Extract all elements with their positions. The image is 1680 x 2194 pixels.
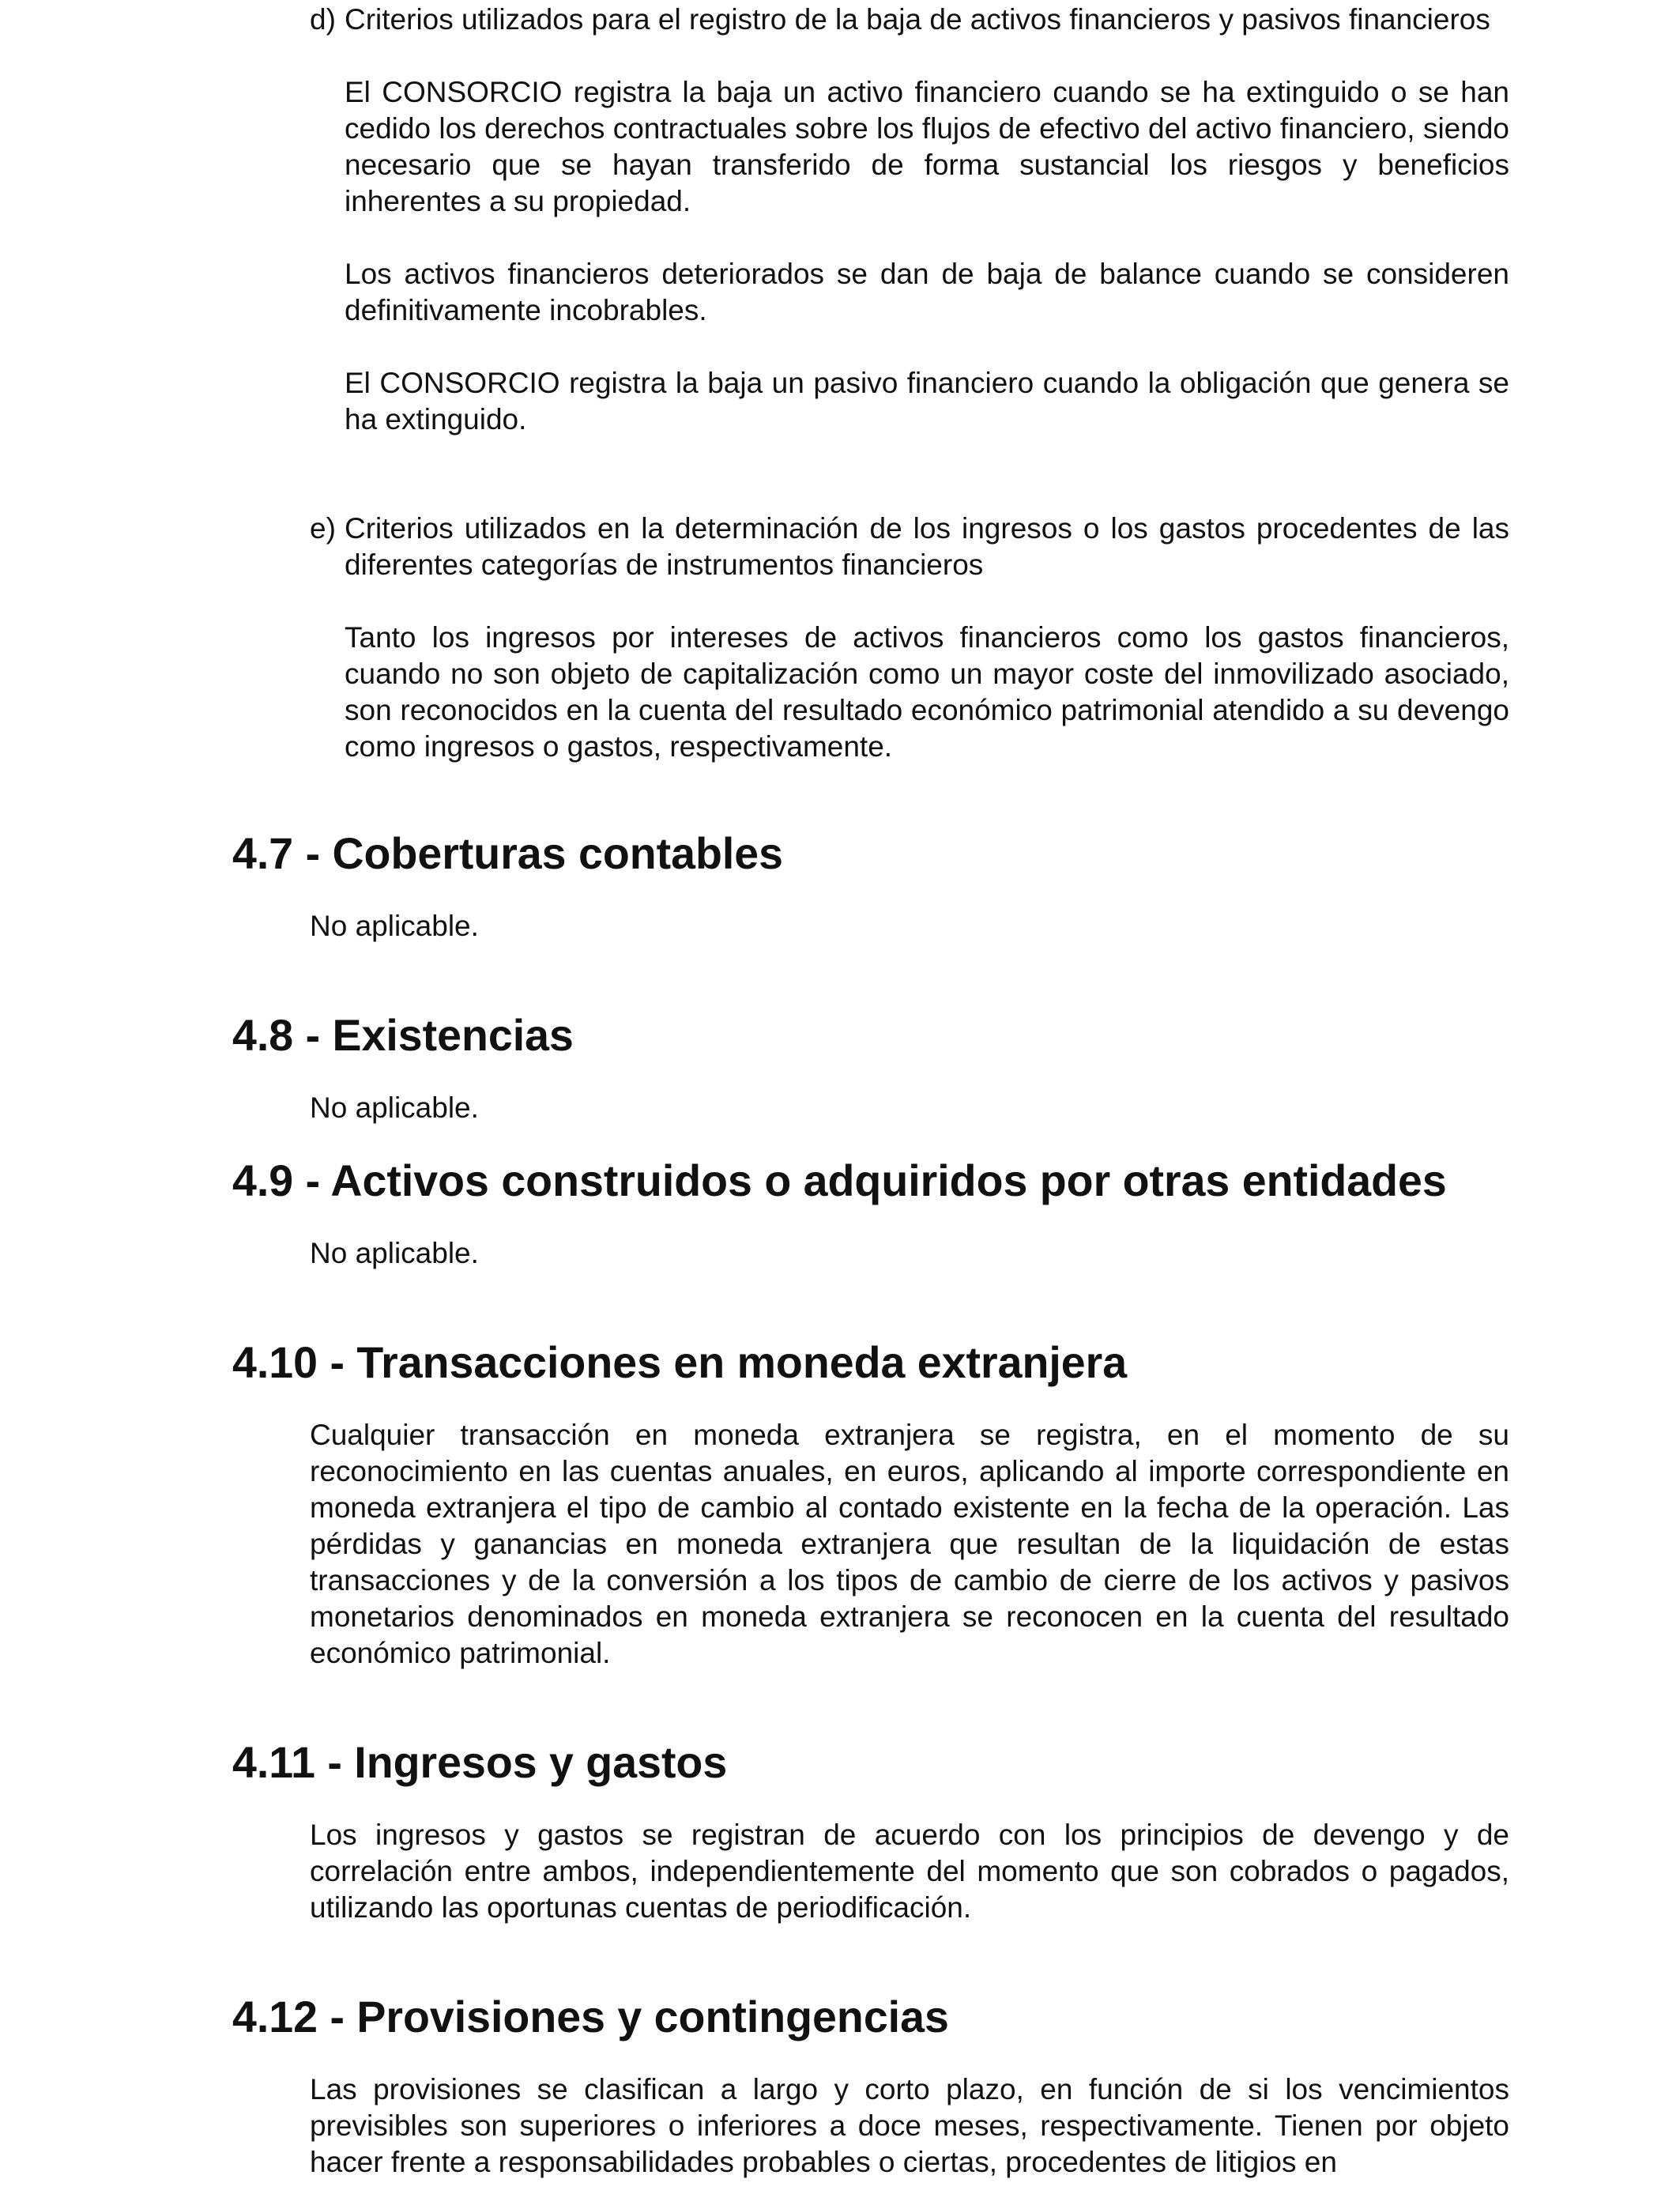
section-heading-4-8: 4.8 - Existencias bbox=[232, 1011, 574, 1060]
list-item-e-paragraph-1: Tanto los ingresos por intereses de activos financieros como los gastos financieros, cuando no son objeto de capitalización como un mayor coste del inmovilizado asociado, son reconocidos en la cuenta del resultado económico patrimonial atendido a su devengo como ingresos o gastos, respectivamente. bbox=[345, 621, 1509, 763]
list-item-e-body bbox=[345, 511, 1509, 765]
section-heading-4-10: 4.10 - Transacciones en moneda extranjera bbox=[232, 1338, 1128, 1387]
list-item-d bbox=[310, 2, 1509, 438]
list-item-d-title: Criterios utilizados para el registro de la baja de activos financieros y pasivos financieros bbox=[345, 3, 1490, 36]
list-item-d-paragraph-3: El CONSORCIO registra la baja un pasivo financiero cuando la obligación que genera se ha extinguido. bbox=[345, 367, 1509, 435]
section-body-4-8: No aplicable. bbox=[310, 1091, 479, 1124]
section-body-4-12: Las provisiones se clasifican a largo y corto plazo, en función de si los vencimientos previsibles son superiores o inferiores a doce meses, respectivamente. Tienen por objeto hacer frente a responsabilidades probables o ciertas, procedentes de litigios en bbox=[310, 2073, 1509, 2178]
section-heading-4-11: 4.11 - Ingresos y gastos bbox=[232, 1738, 728, 1787]
list-marker-d: d) bbox=[310, 3, 336, 36]
section-body-4-9: No aplicable. bbox=[310, 1237, 479, 1269]
list-item-d-paragraph-2: Los activos financieros deteriorados se dan de baja de balance cuando se consideren definitivamente incobrables. bbox=[345, 258, 1509, 326]
section-heading-4-7: 4.7 - Coberturas contables bbox=[232, 829, 784, 878]
list-item-e bbox=[310, 511, 1509, 765]
section-body-4-10: Cualquier transacción en moneda extranjera se registra, en el momento de su reconocimiento en las cuentas anuales, en euros, aplicando al importe correspondiente en moneda extranjera el tipo de cambio al contado existente en la fecha de la operación. Las pérdidas y ganancias en moneda extranjera que resultan de la liquidación de estas transacciones y de la conversión a los tipos de cambio de cierre de los activos y pasivos monetarios denominados en moneda extranjera se reconocen en la cuenta del resultado económico patrimonial. bbox=[310, 1419, 1509, 1669]
list-marker-e: e) bbox=[310, 512, 336, 545]
list-item-e-title: Criterios utilizados en la determinación de los ingresos o los gastos procedentes de las diferentes categorías de instrumentos financieros bbox=[345, 512, 1509, 581]
list-item-d-paragraph-1: El CONSORCIO registra la baja un activo financiero cuando se ha extinguido o se han cedido los derechos contractuales sobre los flujos de efectivo del activo financiero, siendo necesario que se hayan transferido de forma sustancial los riesgos y beneficios inherentes a su propiedad. bbox=[345, 76, 1509, 217]
section-heading-4-12: 4.12 - Provisiones y contingencias bbox=[232, 1992, 949, 2041]
section-body-4-7: No aplicable. bbox=[310, 910, 479, 942]
list-item-d-body bbox=[345, 2, 1509, 438]
section-body-4-11: Los ingresos y gastos se registran de acuerdo con los principios de devengo y de correlación entre ambos, independientemente del momento que son cobrados o pagados, utilizando las oportunas cuentas de periodificación. bbox=[310, 1819, 1509, 1924]
section-heading-4-9: 4.9 - Activos construidos o adquiridos por otras entidades bbox=[232, 1156, 1447, 1205]
